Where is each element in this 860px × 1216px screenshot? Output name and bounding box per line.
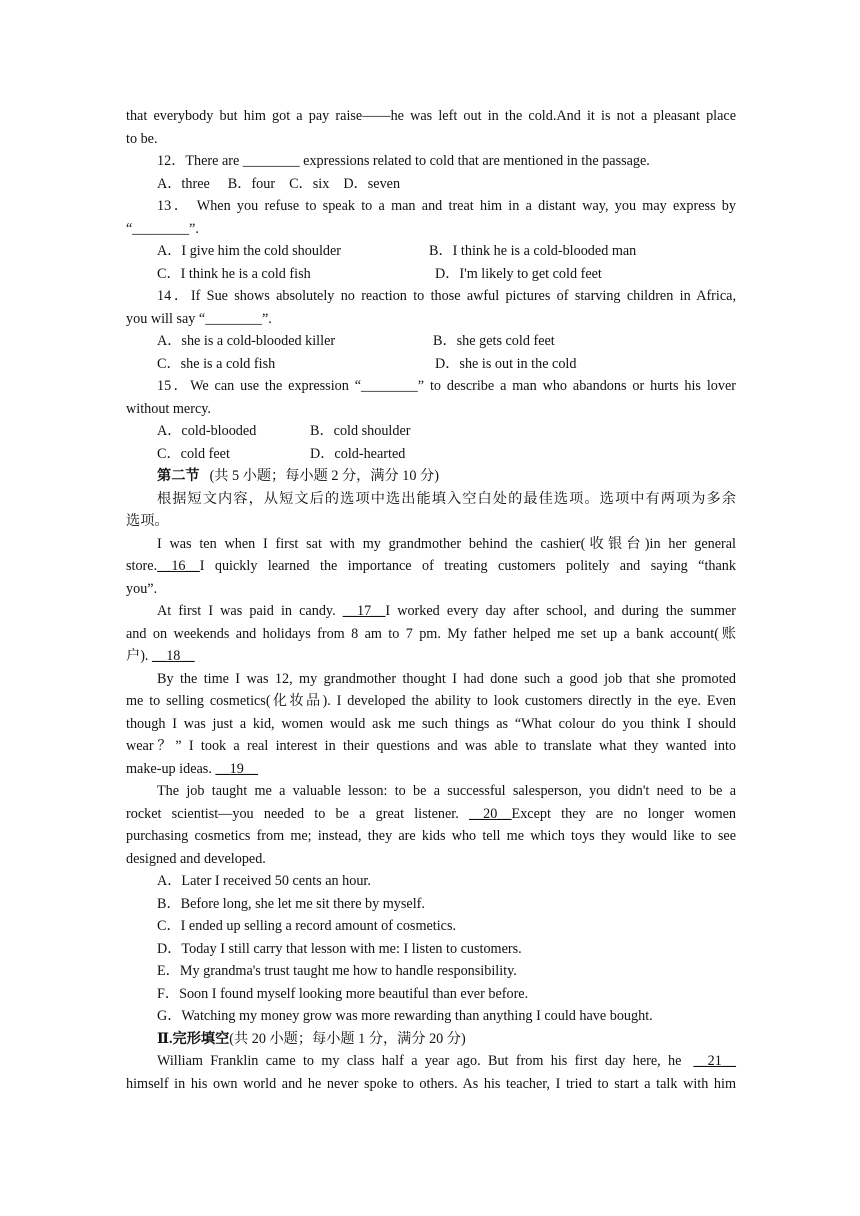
blank-19: __19__ — [215, 761, 258, 777]
question-14-stem: 14．If Sue shows absolutely no reaction to those awful pictures of starving children in Africa, — [157, 288, 736, 304]
passage-segment: I quickly learned the importance of treating customers politely and saying “thank — [199, 558, 736, 574]
passage-segment: At first I was paid in candy. — [157, 603, 343, 619]
option-line: A．Later I received 50 cents an hour. — [157, 873, 371, 889]
option-line: C．I ended up selling a record amount of cosmetics. — [157, 918, 457, 934]
question-15-stem: 15．We can use the expression “________” to describe a man who abandons or hurts his lover — [157, 378, 736, 394]
option-a: A．I give him the cold shoulder — [157, 243, 342, 259]
passage-segment: store. — [126, 558, 158, 574]
passage-line: you”. — [126, 581, 158, 597]
passage-line — [126, 556, 736, 576]
passage-line: though I was just a kid, women would ask me such things as “What colour do you think I should — [126, 716, 736, 732]
passage-segment: I worked every day after school, and during the summer — [385, 603, 737, 619]
option-line: G．Watching my money grow was more rewarding than anything I could have bought. — [157, 1008, 653, 1024]
question-13-options-row2 — [157, 264, 736, 284]
passage-line — [126, 804, 736, 824]
part-title: Ⅱ.完形填空 — [157, 1031, 230, 1047]
question-15-options-row1 — [157, 421, 736, 441]
option-d: D．she is out in the cold — [435, 356, 577, 372]
option-d: D．seven — [343, 176, 401, 192]
option-line: B．Before long, she let me sit there by myself. — [157, 896, 425, 912]
question-13-stem-cont: “________”. — [126, 221, 199, 237]
part-note: (共 20 小题；每小题 1 分，满分 20 分) — [229, 1031, 466, 1047]
section-2-instructions: 根据短文内容，从短文后的选项中选出能填入空白处的最佳选项。选项中有两项为多余 — [157, 491, 736, 507]
option-c: C．she is a cold fish — [157, 356, 276, 372]
passage-line — [157, 601, 736, 621]
passage-line: By the time I was 12, my grandmother thought I had done such a good job that she promoted — [157, 671, 736, 687]
option-b: B．she gets cold feet — [433, 333, 555, 349]
section-2-heading — [157, 466, 736, 486]
passage-segment: Except they are no longer women — [511, 806, 736, 822]
passage-segment: William Franklin came to my class half a year ago. But from his first day here, he — [157, 1053, 682, 1069]
passage-segment: make-up ideas. — [126, 761, 216, 777]
option-b: B．cold shoulder — [310, 423, 411, 439]
passage-line: himself in his own world and he never spoke to others. As his teacher, I tried to start a talk with him — [126, 1076, 736, 1092]
passage-text-line: that everybody but him got a pay raise——he was left out in the cold.And it is not a pleasant place — [126, 108, 736, 124]
question-12-options — [157, 174, 736, 194]
passage-line: wear？” I took a real interest in their questions and was able to translate what they wanted into — [126, 738, 736, 754]
option-d: D．I'm likely to get cold feet — [435, 266, 602, 282]
passage-line — [126, 759, 736, 779]
question-12-stem: 12．There are ________ expressions related to cold that are mentioned in the passage. — [157, 153, 650, 169]
question-15-options-row2 — [157, 444, 736, 464]
passage-line: and on weekends and holidays from 8 am to 7 pm. My father helped me set up a bank account(账 — [126, 626, 736, 642]
blank-17: __17__ — [342, 603, 386, 619]
option-b: B．I think he is a cold-blooded man — [429, 243, 637, 259]
passage-segment: 户). — [126, 648, 153, 664]
passage-line: designed and developed. — [126, 851, 266, 867]
section-note: (共 5 小题；每小题 2 分，满分 10 分) — [209, 468, 439, 484]
blank-20: __20__ — [468, 806, 512, 822]
option-d: D．cold-hearted — [310, 446, 406, 462]
option-a: A．three — [157, 176, 210, 192]
passage-line — [126, 646, 736, 666]
passage-line: me to selling cosmetics(化妆品). I developed the ability to look customers directly in the eye. Even — [126, 693, 736, 709]
passage-line: I was ten when I first sat with my grandmother behind the cashier(收银台)in her general — [157, 536, 736, 552]
option-b: B．four — [227, 176, 276, 192]
option-line: D．Today I still carry that lesson with me: I listen to customers. — [157, 941, 522, 957]
blank-18: __18__ — [152, 648, 195, 664]
option-c: C．I think he is a cold fish — [157, 266, 311, 282]
section-2-instructions-cont: 选项。 — [126, 513, 169, 529]
question-14-options-row1 — [157, 331, 736, 351]
question-14-stem-cont: you will say “________”. — [126, 311, 272, 327]
question-15-stem-cont: without mercy. — [126, 401, 211, 417]
section-title: 第二节 — [157, 468, 200, 484]
passage-line: purchasing cosmetics from me; instead, they are kids who tell me which toys they would like to see — [126, 828, 736, 844]
option-c: C．six — [289, 176, 330, 192]
blank-16: __16__ — [157, 558, 200, 574]
question-13-options-row1 — [157, 241, 736, 261]
option-line: E．My grandma's trust taught me how to handle responsibility. — [157, 963, 517, 979]
passage-text-line: to be. — [126, 131, 158, 147]
part-2-heading — [157, 1029, 736, 1049]
question-14-options-row2 — [157, 354, 736, 374]
option-c: C．cold feet — [157, 446, 230, 462]
option-line: F．Soon I found myself looking more beautiful than ever before. — [157, 986, 529, 1002]
blank-21: __21__ — [693, 1053, 736, 1069]
passage-line — [157, 1051, 736, 1071]
option-a: A．cold-blooded — [157, 423, 257, 439]
passage-segment: rocket scientist—you needed to be a great listener. — [126, 806, 469, 822]
question-13-stem: 13． When you refuse to speak to a man and treat him in a distant way, you may express by — [157, 198, 736, 214]
passage-line: The job taught me a valuable lesson: to be a successful salesperson, you didn't need to be a — [157, 783, 736, 799]
option-a: A．she is a cold-blooded killer — [157, 333, 336, 349]
